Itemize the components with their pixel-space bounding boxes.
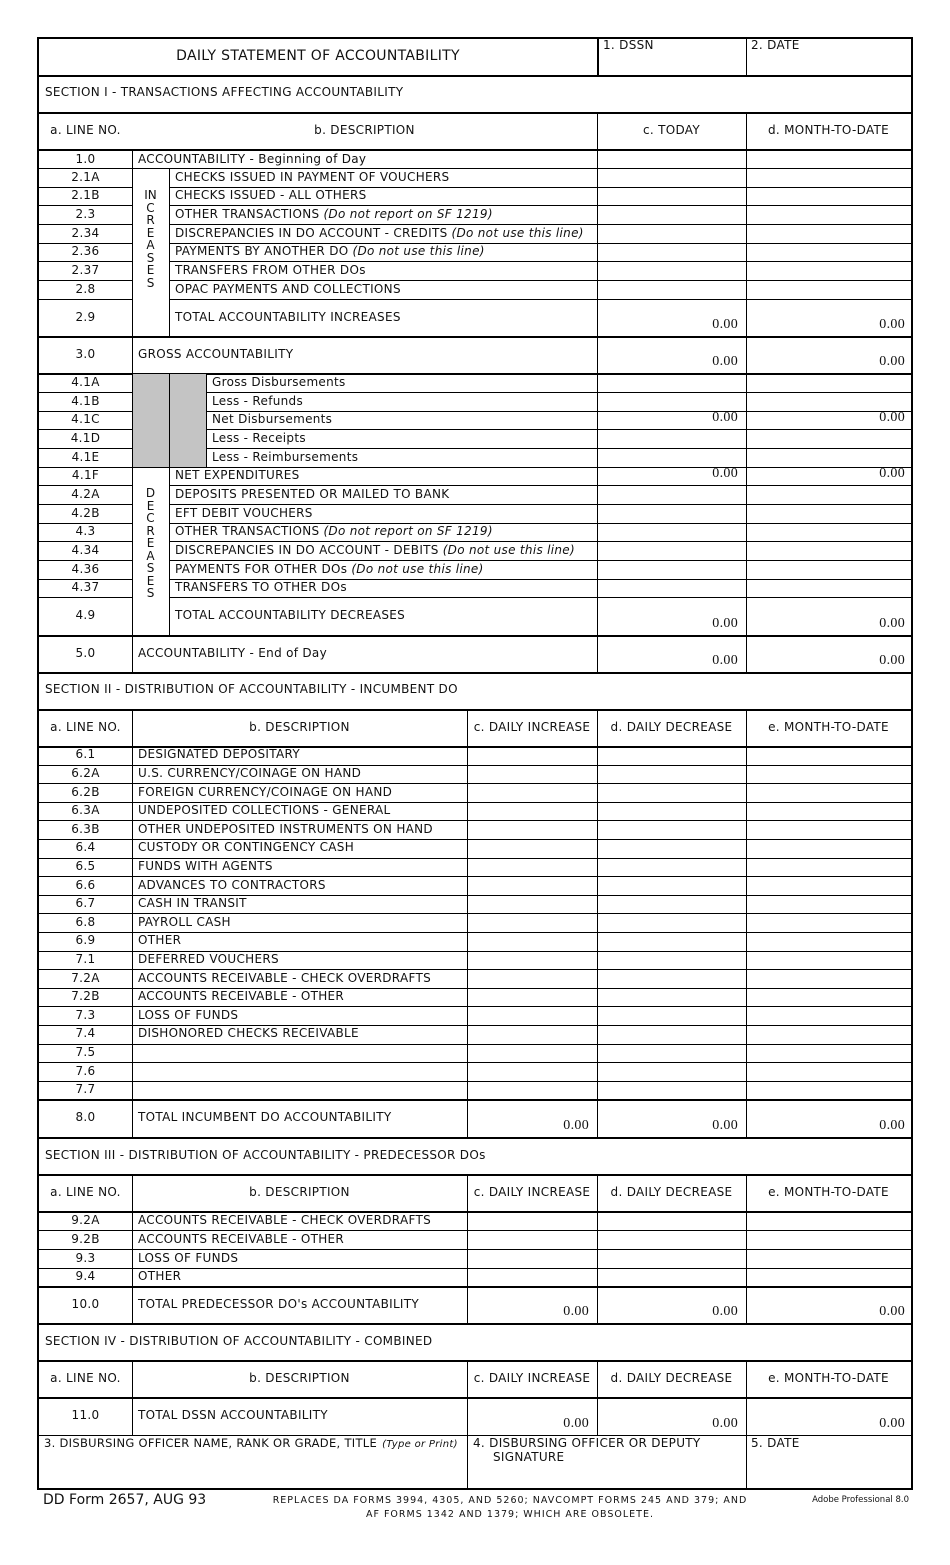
line-note: (Do not use this line) — [351, 561, 484, 576]
line-no: 6.2B — [71, 784, 100, 799]
line-description: Less - Reimbursements — [212, 449, 359, 464]
line-note: (Do not report on SF 1219) — [323, 524, 493, 538]
line-no: 4.9 — [75, 608, 96, 622]
today-value[interactable]: 0.00 — [712, 653, 738, 668]
line-no: 7.1 — [75, 951, 96, 966]
month-to-date-value[interactable]: 0.00 — [879, 1416, 905, 1431]
line-description: FOREIGN CURRENCY/COINAGE ON HAND — [138, 784, 393, 799]
line-description: TOTAL INCUMBENT DO ACCOUNTABILITY — [138, 1110, 392, 1125]
line-no: 7.7 — [75, 1082, 96, 1097]
col-header-month-to-date: d. MONTH-TO-DATE — [767, 123, 890, 137]
line-no: 2.9 — [75, 309, 96, 324]
line-description: ACCOUNTS RECEIVABLE - OTHER — [138, 1231, 345, 1246]
line-description: DEFERRED VOUCHERS — [138, 951, 279, 966]
line-description: U.S. CURRENCY/COINAGE ON HAND — [138, 765, 362, 780]
line-no: 9.3 — [75, 1250, 96, 1265]
line-description: TOTAL ACCOUNTABILITY DECREASES — [175, 608, 406, 622]
line-description: GROSS ACCOUNTABILITY — [138, 346, 294, 361]
col-header-daily-increase: c. DAILY INCREASE — [473, 1185, 591, 1199]
date-label: 2. DATE — [751, 38, 800, 52]
col-header-month-to-date: e. MONTH-TO-DATE — [768, 720, 889, 734]
col-header-daily-decrease: d. DAILY DECREASE — [610, 1185, 733, 1199]
col-header-month-to-date: e. MONTH-TO-DATE — [768, 1185, 889, 1199]
decreases-label: DECREASES — [145, 486, 156, 600]
line-no: 7.5 — [75, 1044, 96, 1059]
month-to-date-value[interactable]: 0.00 — [879, 466, 905, 481]
col-header-daily-decrease: d. DAILY DECREASE — [610, 1371, 733, 1385]
line-description: Less - Refunds — [212, 393, 304, 408]
line-description: OTHER TRANSACTIONS (Do not report on SF 1219) — [175, 206, 493, 221]
col-header-description: b. DESCRIPTION — [249, 1185, 350, 1199]
today-value[interactable]: 0.00 — [712, 410, 738, 425]
line-description: OTHER — [138, 933, 182, 948]
month-to-date-value[interactable]: 0.00 — [879, 1304, 905, 1319]
line-description: TRANSFERS FROM OTHER DOs — [175, 262, 366, 277]
signature-label-2: SIGNATURE — [493, 1450, 565, 1464]
signature-date-field[interactable] — [748, 1453, 909, 1488]
line-description: LOSS OF FUNDS — [138, 1250, 239, 1265]
line-no: 4.1A — [71, 374, 100, 389]
line-description: PAYMENTS BY ANOTHER DO (Do not use this line) — [175, 244, 485, 258]
line-no: 6.3A — [71, 803, 100, 818]
line-no: 9.4 — [75, 1269, 96, 1283]
replaces-note-2: AF FORMS 1342 AND 1379; WHICH ARE OBSOLETE. — [365, 1509, 655, 1520]
line-no: 7.2A — [71, 970, 100, 985]
line-description: ACCOUNTABILITY - End of Day — [138, 645, 327, 660]
line-description: EFT DEBIT VOUCHERS — [175, 505, 313, 520]
col-header-line-no: a. LINE NO. — [50, 720, 121, 734]
line-description: NET EXPENDITURES — [175, 468, 300, 482]
shaded-block — [170, 374, 206, 467]
daily-increase-value[interactable]: 0.00 — [563, 1118, 589, 1133]
daily-decrease-value[interactable]: 0.00 — [712, 1416, 738, 1431]
col-header-line-no: a. LINE NO. — [50, 1185, 121, 1199]
col-header-daily-increase: c. DAILY INCREASE — [473, 720, 591, 734]
line-no: 2.36 — [71, 244, 100, 258]
line-no: 2.34 — [71, 225, 100, 240]
line-description: ACCOUNTS RECEIVABLE - CHECK OVERDRAFTS — [138, 1212, 432, 1227]
line-description: TRANSFERS TO OTHER DOs — [175, 580, 347, 594]
line-no: 8.0 — [75, 1110, 96, 1125]
officer-name-label: 3. DISBURSING OFFICER NAME, RANK OR GRADE, TITLE (Type or Print) — [44, 1436, 458, 1450]
line-no: 4.37 — [71, 580, 100, 594]
line-description: CHECKS ISSUED IN PAYMENT OF VOUCHERS — [175, 169, 450, 184]
line-description: CHECKS ISSUED - ALL OTHERS — [175, 188, 367, 202]
line-no: 6.4 — [75, 840, 96, 855]
line-description: TOTAL ACCOUNTABILITY INCREASES — [175, 309, 401, 324]
line-description: CUSTODY OR CONTINGENCY CASH — [138, 840, 355, 855]
line-no: 10.0 — [71, 1296, 100, 1311]
line-no: 3.0 — [75, 346, 96, 361]
section2-title: SECTION II - DISTRIBUTION OF ACCOUNTABILITY - INCUMBENT DO — [45, 682, 458, 696]
signature-date-label: 5. DATE — [751, 1436, 800, 1450]
form-title: DAILY STATEMENT OF ACCOUNTABILITY — [176, 48, 460, 64]
col-header-daily-increase: c. DAILY INCREASE — [473, 1371, 591, 1385]
today-value[interactable]: 0.00 — [712, 317, 738, 332]
line-note: (Do not use this line) — [451, 225, 584, 240]
line-no: 11.0 — [71, 1408, 100, 1422]
line-no: 4.2B — [71, 505, 100, 520]
signature-label: 4. DISBURSING OFFICER OR DEPUTY — [473, 1436, 701, 1450]
col-header-daily-decrease: d. DAILY DECREASE — [610, 720, 733, 734]
line-no: 4.34 — [71, 542, 100, 557]
line-description: CASH IN TRANSIT — [138, 896, 247, 911]
line-no: 6.1 — [75, 747, 96, 762]
officer-name-note: (Type or Print) — [382, 1439, 458, 1450]
line-description: LOSS OF FUNDS — [138, 1007, 239, 1022]
col-header-description: b. DESCRIPTION — [249, 1371, 350, 1385]
dssn-field[interactable] — [599, 49, 745, 74]
section3-title: SECTION III - DISTRIBUTION OF ACCOUNTABILITY - PREDECESSOR DOs — [45, 1148, 486, 1162]
line-description: DISCREPANCIES IN DO ACCOUNT - DEBITS (Do not use this line) — [175, 542, 575, 557]
col-header-today: c. TODAY — [642, 123, 701, 137]
month-to-date-value[interactable]: 0.00 — [879, 653, 905, 668]
signature-field[interactable] — [469, 1467, 744, 1488]
col-header-line-no: a. LINE NO. — [50, 1371, 121, 1385]
daily-decrease-value[interactable]: 0.00 — [712, 1304, 738, 1319]
line-no: 6.6 — [75, 877, 96, 892]
officer-name-field[interactable] — [41, 1453, 465, 1488]
line-no: 1.0 — [75, 151, 96, 166]
line-description: ACCOUNTS RECEIVABLE - CHECK OVERDRAFTS — [138, 970, 432, 985]
line-description: ACCOUNTABILITY - Beginning of Day — [138, 151, 367, 166]
line-description: OTHER — [138, 1269, 182, 1283]
month-to-date-value[interactable]: 0.00 — [879, 410, 905, 425]
line-no: 9.2A — [71, 1212, 100, 1227]
line-no: 2.37 — [71, 262, 100, 277]
line-no: 6.3B — [71, 821, 100, 836]
line-no: 2.1B — [71, 188, 100, 202]
daily-increase-value[interactable]: 0.00 — [563, 1416, 589, 1431]
line-no: 7.4 — [75, 1026, 96, 1041]
line-no: 6.8 — [75, 914, 96, 929]
replaces-note-1: REPLACES DA FORMS 3994, 4305, AND 5260; NAVCOMPT FORMS 245 AND 379; AND — [272, 1495, 748, 1506]
line-description: DISHONORED CHECKS RECEIVABLE — [138, 1026, 359, 1041]
date-field[interactable] — [748, 49, 911, 74]
col-header-description: b. DESCRIPTION — [249, 720, 350, 734]
line-no: 4.1F — [71, 468, 100, 482]
today-value[interactable]: 0.00 — [712, 466, 738, 481]
month-to-date-value[interactable]: 0.00 — [879, 354, 905, 369]
col-header-month-to-date: e. MONTH-TO-DATE — [768, 1371, 889, 1385]
line-no: 4.3 — [75, 524, 96, 538]
line-description: UNDEPOSITED COLLECTIONS - GENERAL — [138, 803, 391, 818]
line-no: 6.5 — [75, 858, 96, 873]
line-description: PAYROLL CASH — [138, 914, 231, 929]
line-description: Less - Receipts — [212, 430, 306, 445]
line-no: 2.3 — [75, 206, 96, 221]
line-description: DESIGNATED DEPOSITARY — [138, 747, 300, 762]
shaded-block — [133, 374, 169, 467]
line-note: (Do not report on SF 1219) — [323, 206, 493, 221]
software-note: Adobe Professional 8.0 — [812, 1495, 909, 1505]
line-note: (Do not use this line) — [352, 244, 485, 258]
line-description: OTHER TRANSACTIONS (Do not report on SF 1219) — [175, 524, 493, 538]
form-id: DD Form 2657, AUG 93 — [43, 1492, 207, 1508]
line-description: TOTAL PREDECESSOR DO's ACCOUNTABILITY — [138, 1296, 420, 1311]
line-no: 6.7 — [75, 896, 96, 911]
line-no: 4.36 — [71, 561, 100, 576]
line-description: FUNDS WITH AGENTS — [138, 858, 273, 873]
increases-label: INCREASES — [144, 188, 157, 290]
dssn-label: 1. DSSN — [603, 38, 654, 52]
line-no: 4.1B — [71, 393, 100, 408]
month-to-date-value[interactable]: 0.00 — [879, 317, 905, 332]
line-no: 4.2A — [71, 486, 100, 501]
line-note: (Do not use this line) — [442, 542, 575, 557]
month-to-date-value[interactable]: 0.00 — [879, 1118, 905, 1133]
line-no: 2.8 — [75, 281, 96, 296]
line-no: 6.9 — [75, 933, 96, 948]
line-description: PAYMENTS FOR OTHER DOs (Do not use this line) — [175, 561, 484, 576]
line-no: 6.2A — [71, 765, 100, 780]
line-description: Net Disbursements — [212, 412, 333, 426]
line-description: OTHER UNDEPOSITED INSTRUMENTS ON HAND — [138, 821, 433, 836]
line-no: 4.1E — [71, 449, 100, 464]
line-description: DISCREPANCIES IN DO ACCOUNT - CREDITS (Do not use this line) — [175, 225, 584, 240]
form-frame — [37, 37, 913, 1490]
section4-title: SECTION IV - DISTRIBUTION OF ACCOUNTABILITY - COMBINED — [45, 1334, 433, 1348]
daily-decrease-value[interactable]: 0.00 — [712, 1118, 738, 1133]
col-header-description: b. DESCRIPTION — [314, 123, 415, 137]
section1-title: SECTION I - TRANSACTIONS AFFECTING ACCOUNTABILITY — [45, 85, 404, 99]
line-description: OPAC PAYMENTS AND COLLECTIONS — [175, 281, 401, 296]
line-description: TOTAL DSSN ACCOUNTABILITY — [138, 1408, 328, 1422]
line-no: 2.1A — [71, 169, 100, 184]
line-no: 4.1D — [70, 430, 101, 445]
daily-increase-value[interactable]: 0.00 — [563, 1304, 589, 1319]
month-to-date-value[interactable]: 0.00 — [879, 616, 905, 631]
line-no: 4.1C — [71, 412, 100, 426]
today-value[interactable]: 0.00 — [712, 354, 738, 369]
line-description: DEPOSITS PRESENTED OR MAILED TO BANK — [175, 486, 450, 501]
today-value[interactable]: 0.00 — [712, 616, 738, 631]
line-no: 7.2B — [71, 989, 100, 1004]
line-description: Gross Disbursements — [212, 374, 346, 389]
col-header-line-no: a. LINE NO. — [50, 123, 121, 137]
line-description: ADVANCES TO CONTRACTORS — [138, 877, 326, 892]
line-no: 5.0 — [75, 645, 96, 660]
line-no: 7.3 — [75, 1007, 96, 1022]
line-no: 9.2B — [71, 1231, 100, 1246]
line-no: 7.6 — [75, 1063, 96, 1078]
line-description: ACCOUNTS RECEIVABLE - OTHER — [138, 989, 345, 1004]
